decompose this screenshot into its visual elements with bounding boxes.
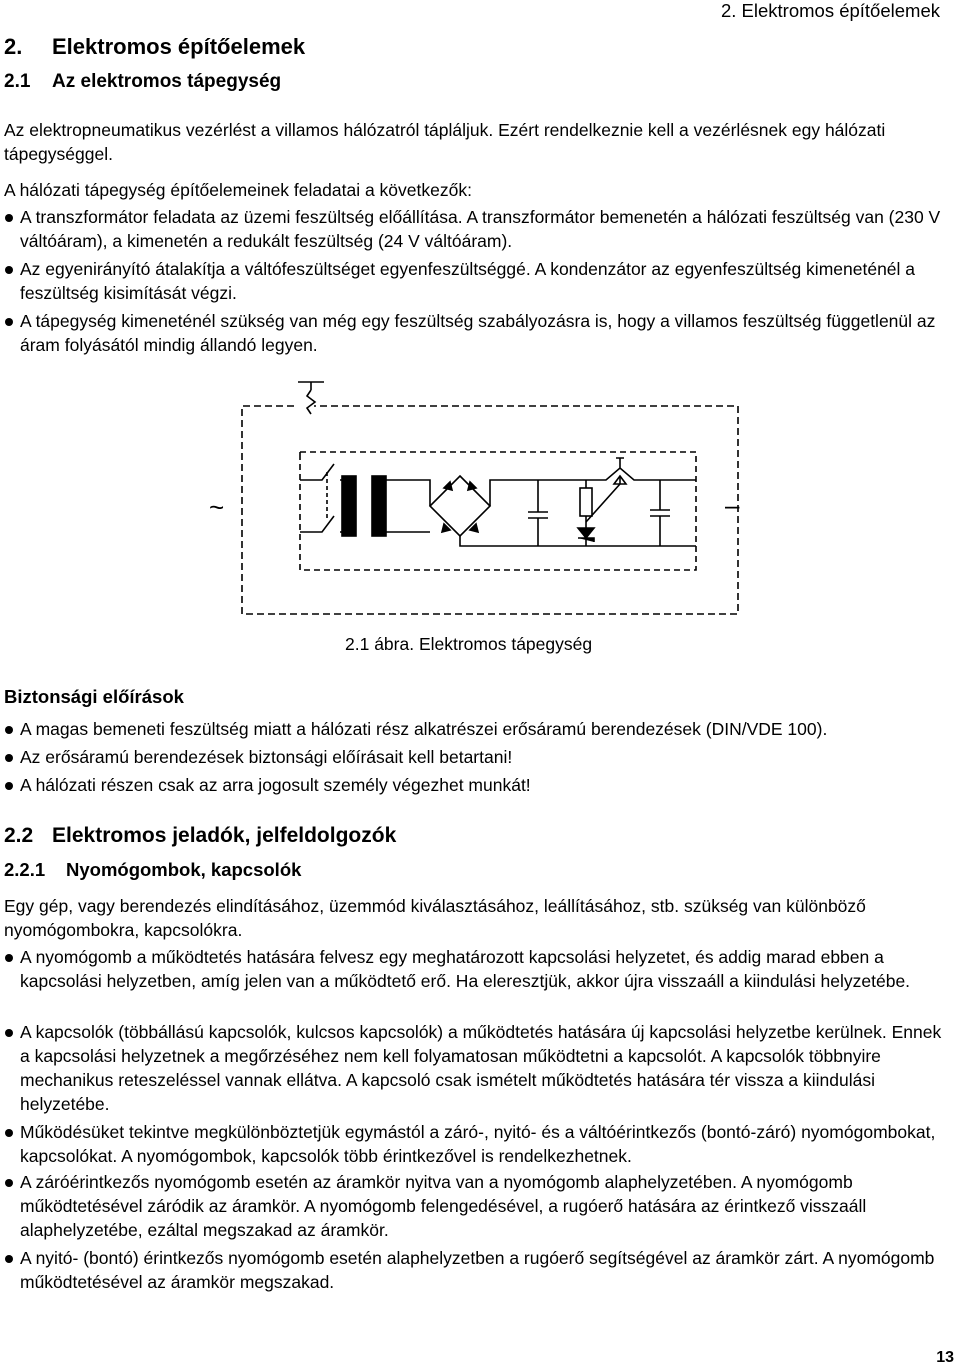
buttons-intro: Egy gép, vagy berendezés elindításához, üzemmód kiválasztásához, leállításához, stb. szükség van különböző nyomógombokra, kapcsolókra.: [4, 896, 866, 940]
safety-title: Biztonsági előírások: [4, 686, 184, 707]
section-title: Elektromos jeladók, jelfeldolgozók: [52, 824, 397, 847]
power-supply-diagram: [190, 372, 790, 622]
tasks-intro: A hálózati tápegység építőelemeinek feladatai a következők:: [4, 180, 472, 200]
task-item-regulator: A tápegység kimeneténél szükség van még egy feszültség szabályozásra is, hogy a villamos feszültség függetlenül az áram folyásától mindig állandó legyen.: [4, 309, 944, 357]
subsection-number: 2.2.1: [4, 859, 46, 880]
earth-connection-icon: [298, 382, 324, 414]
chapter-title: Elektromos építőelemek: [52, 34, 306, 59]
subsection-title: Nyomógombok, kapcsolók: [66, 859, 302, 880]
list-item: A nyomógomb a működtetés hatására felvesz egy meghatározott kapcsolási helyzetet, és addig marad ebben a kapcsolási helyzetben, amíg jelen van a működtető erő. Ha eleresztjük, akkor újra visszaáll a kiindulási helyzetébe.: [4, 945, 944, 993]
resistor: [580, 488, 592, 516]
task-item-rectifier: Az egyenirányító átalakítja a váltófeszültséget egyenfeszültséggé. A kondenzátor az egyenfeszültség kimeneténél a feszültség kisimítását végzi.: [4, 257, 944, 305]
safety-item: A hálózati részen csak az arra jogosult személy végezhet munkát!: [4, 773, 944, 797]
section-number: 2.2: [4, 824, 34, 847]
running-head: 2. Elektromos építőelemek: [720, 0, 940, 21]
safety-item: Az erősáramú berendezések biztonsági előírásait kell betartani!: [4, 745, 944, 769]
section-heading: [4, 71, 281, 93]
ac-input-symbol: ~: [209, 492, 225, 522]
task-item-transformer: A transzformátor feladata az üzemi feszültség előállítása. A transzformátor bemenetén a hálózati feszültség van (230 V váltóáram), a kimenetén a redukált feszültség (24 V váltóáram).: [4, 205, 944, 253]
figure-caption: 2.1 ábra. Elektromos tápegység: [345, 634, 593, 654]
section-number: 2.1: [4, 71, 31, 92]
safety-item: A magas bemeneti feszültség miatt a hálózati rész alkatrészei erősáramú berendezések (DIN/VDE 100).: [4, 717, 944, 741]
transformer-core-right: [372, 476, 386, 536]
bridge-rectifier: [430, 476, 490, 536]
inner-dashed-box: [300, 452, 696, 570]
switch-top: [300, 464, 348, 482]
capacitor-2: [650, 480, 670, 546]
subsection-heading: [4, 859, 301, 881]
section-heading-2-2: [4, 824, 396, 848]
list-item: A kapcsolók (többállású kapcsolók, kulcsos kapcsolók) a működtetés hatására új kapcsolási helyzetbe kerülnek. Ennek a kapcsolási helyzetnek a megőrzéséhez nem kell folyamatosan működtetni a kapcsolót. A kapcsolók többnyire mechanikus reteszeléssel vannak ellátva. A kapcsoló csak ismételt működtetés hatására tér vissza a kiindulási helyzetébe.: [4, 1020, 944, 1116]
chapter-heading: [4, 34, 305, 60]
list-item: A záróérintkezős nyomógomb esetén az áramkör nyitva van a nyomógomb alaphelyzetében. A nyomógomb működtetésével záródik az áramkör. A nyomógomb felengedésével, a rugóerő hatására az érintkező visszaáll alaphelyzetébe, ezáltal megszakad az áramkör.: [4, 1170, 944, 1242]
transformer-core-left: [342, 476, 356, 536]
chapter-number: 2.: [4, 34, 23, 59]
dc-output-symbol: –: [725, 490, 740, 520]
switch-bottom: [300, 516, 348, 532]
list-item: Működésüket tekintve megkülönböztetjük egymástól a záró-, nyitó- és a váltóérintkezős (bontó-záró) nyomógombokat, kapcsolókat. A nyomógombok, kapcsolók több érintkezővel is rendelkezhetnek.: [4, 1120, 944, 1168]
transistor: [590, 458, 670, 484]
intro-paragraph: Az elektropneumatikus vezérlést a villamos hálózatról tápláljuk. Ezért rendelkeznie kell a vezérlésnek egy hálózati tápegységgel.: [4, 120, 886, 164]
capacitor-1: [528, 480, 548, 546]
section-title: Az elektromos tápegység: [52, 71, 282, 92]
list-item: A nyitó- (bontó) érintkezős nyomógomb esetén alaphelyzetben a rugóerő segítségével az áramkör zárt. A nyomógomb működtetésével az áramkör megszakad.: [4, 1246, 944, 1294]
page-number: 13: [936, 1349, 954, 1366]
